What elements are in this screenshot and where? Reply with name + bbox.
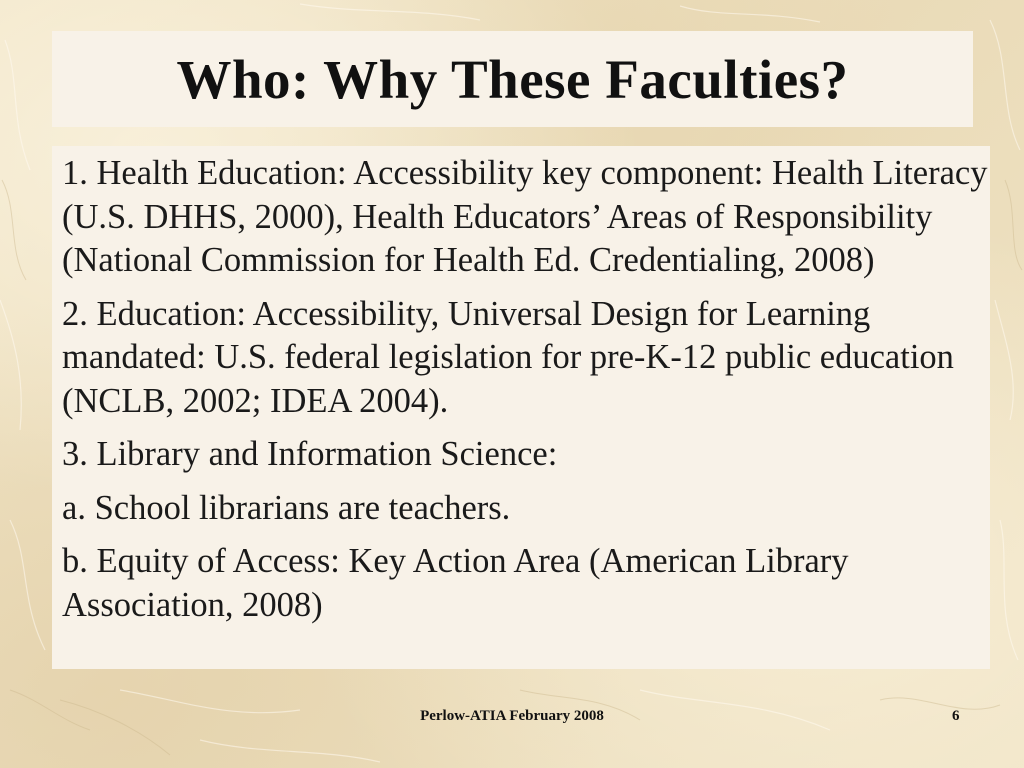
paragraph-library-science: 3. Library and Information Science: bbox=[62, 435, 558, 473]
paragraph-school-librarians: a. School librarians are teachers. bbox=[62, 488, 511, 527]
slide-footer: Perlow-ATIA February 2008 bbox=[420, 708, 604, 724]
slide-number: 6 bbox=[952, 708, 960, 724]
paragraph-education: 2. Education: Accessibility, Universal Design for Learning mandated: U.S. federal legislation for pre-K-12 public education (NCLB, 2002; IDEA 2004). bbox=[62, 294, 954, 420]
content-panel bbox=[52, 146, 990, 669]
paragraph-health-education: 1. Health Education: Accessibility key component: Health Literacy (U.S. DHHS, 2000), Health Educators’ Areas of Responsibility (National Commission for Health Ed. Credentialing, 2008) bbox=[62, 154, 988, 279]
slide-title: Who: Why These Faculties? bbox=[176, 48, 849, 110]
title-panel bbox=[52, 31, 973, 127]
paragraph-equity-of-access: b. Equity of Access: Key Action Area (American Library Association, 2008) bbox=[62, 542, 849, 624]
